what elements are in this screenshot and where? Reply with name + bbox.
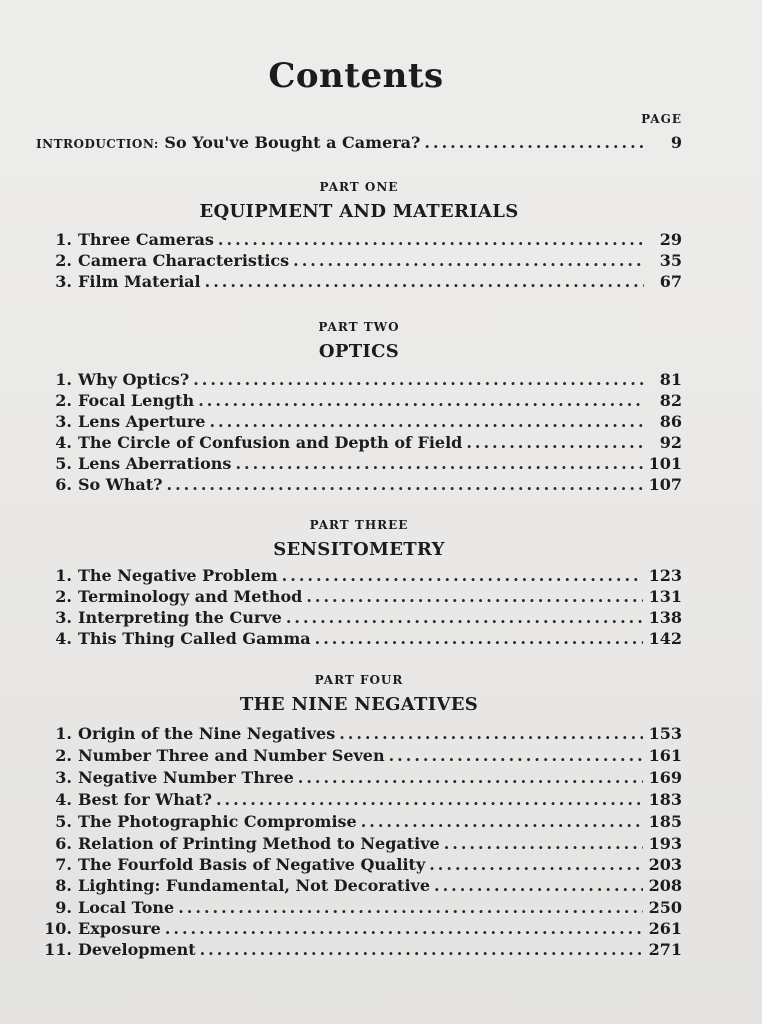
toc-entry-number: 6. (55, 475, 72, 494)
dot-leader (282, 566, 643, 585)
toc-entry-number: 1. (55, 230, 72, 249)
dot-leader (200, 940, 643, 959)
toc-entry-page: 92 (659, 433, 682, 452)
dot-leader (218, 230, 644, 249)
dot-leader (429, 855, 642, 874)
toc-entry-label: Number Three and Number Seven (78, 746, 385, 765)
toc-entry-label: Film Material (78, 272, 201, 291)
dot-leader (444, 834, 643, 853)
toc-entry-number: 6. (55, 834, 72, 853)
toc-entry-page: 35 (659, 251, 682, 270)
toc-entry-number: 3. (55, 768, 72, 787)
toc-entry-label: This Thing Called Gamma (78, 629, 311, 648)
toc-entry-page: 67 (659, 272, 682, 291)
page-title: Contents (268, 56, 444, 96)
toc-entry-number: 3. (55, 608, 72, 627)
introduction-title: So You've Bought a Camera? (164, 133, 421, 152)
toc-entry-number: 1. (55, 370, 72, 389)
dot-leader (193, 370, 644, 389)
part-title: THE NINE NEGATIVES (239, 694, 479, 715)
dot-leader (167, 475, 643, 494)
toc-entry-label: Lens Aberrations (78, 454, 232, 473)
toc-entry-page: 29 (659, 230, 682, 249)
toc-entry (36, 834, 682, 855)
toc-entry (36, 790, 682, 811)
toc-entry-label: Interpreting the Curve (78, 608, 282, 627)
toc-entry (36, 566, 682, 587)
toc-entry-page: 250 (648, 898, 682, 917)
toc-entry (36, 768, 682, 789)
dot-leader (178, 898, 642, 917)
part-title: EQUIPMENT AND MATERIALS (199, 201, 519, 222)
toc-entry-number: 2. (55, 746, 72, 765)
toc-entry-page: 261 (648, 919, 682, 938)
toc-entry-page: 123 (648, 566, 682, 585)
toc-entry-number: 3. (55, 412, 72, 431)
toc-entry-label: Local Tone (78, 898, 175, 917)
toc-entry-label: Exposure (78, 919, 161, 938)
dot-leader (339, 724, 642, 743)
toc-entry-page: 131 (648, 587, 682, 606)
toc-entry (36, 433, 682, 454)
part-label: PART FOUR (314, 673, 404, 687)
dot-leader (165, 919, 643, 938)
toc-entry-number: 9. (55, 898, 72, 917)
dot-leader (205, 272, 644, 291)
toc-entry-page: 142 (648, 629, 682, 648)
dot-leader (466, 433, 644, 452)
toc-entry-label: The Negative Problem (78, 566, 278, 585)
toc-entry-number: 2. (55, 587, 72, 606)
toc-entry-page: 107 (648, 475, 682, 494)
toc-entry (36, 629, 682, 650)
part-label: PART THREE (309, 518, 409, 532)
toc-entry-page: 82 (659, 391, 682, 410)
toc-entry (36, 391, 682, 412)
page-column-header: PAGE (641, 112, 682, 126)
toc-entry (36, 230, 682, 251)
toc-entry-page: 208 (648, 876, 682, 895)
dot-leader (424, 133, 644, 152)
toc-entry (36, 855, 682, 876)
toc-entry-label: Three Cameras (78, 230, 214, 249)
toc-entry-page: 81 (659, 370, 682, 389)
toc-entry-page: 9 (670, 133, 682, 152)
toc-entry-page: 193 (648, 834, 682, 853)
toc-entry (36, 746, 682, 767)
dot-leader (306, 587, 642, 606)
toc-entry (36, 724, 682, 745)
dot-leader (286, 608, 643, 627)
toc-entry (36, 454, 682, 475)
toc-entry (36, 608, 682, 629)
toc-entry-page: 185 (648, 812, 682, 831)
toc-entry-label: The Circle of Confusion and Depth of Field (78, 433, 463, 452)
toc-entry-page: 101 (648, 454, 682, 473)
toc-entry-number: 5. (55, 812, 72, 831)
toc-entry-number: 4. (55, 629, 72, 648)
part-label: PART TWO (318, 320, 400, 334)
toc-entry (36, 370, 682, 391)
toc-entry-number: 2. (55, 391, 72, 410)
toc-entry-page: 271 (648, 940, 682, 959)
toc-entry (36, 812, 682, 833)
dot-leader (235, 454, 642, 473)
toc-entry (36, 940, 682, 961)
toc-entry-number: 11. (44, 940, 72, 959)
dot-leader (389, 746, 643, 765)
dot-leader (209, 412, 644, 431)
toc-entry (36, 412, 682, 433)
toc-entry-label: Camera Characteristics (78, 251, 290, 270)
toc-entry (36, 475, 682, 496)
toc-entry-number: 4. (55, 790, 72, 809)
toc-entry-number: 1. (55, 724, 72, 743)
toc-entry-label: The Fourfold Basis of Negative Quality (78, 855, 426, 874)
toc-entry-label: The Photographic Compromise (78, 812, 357, 831)
toc-entry-number: 4. (55, 433, 72, 452)
toc-entry-page: 138 (648, 608, 682, 627)
toc-entry-label: So What? (78, 475, 163, 494)
toc-entry-number: 7. (55, 855, 72, 874)
toc-entry-page: 183 (648, 790, 682, 809)
toc-entry-label: Negative Number Three (78, 768, 294, 787)
dot-leader (361, 812, 643, 831)
part-label: PART ONE (319, 180, 399, 194)
toc-entry-introduction (36, 133, 682, 154)
toc-entry-page: 153 (648, 724, 682, 743)
toc-entry (36, 587, 682, 608)
toc-entry-label: Focal Length (78, 391, 195, 410)
dot-leader (216, 790, 643, 809)
toc-entry-number: 2. (55, 251, 72, 270)
toc-entry (36, 876, 682, 897)
dot-leader (315, 629, 643, 648)
toc-entry (36, 272, 682, 293)
toc-entry-page: 161 (648, 746, 682, 765)
toc-entry-label: Lighting: Fundamental, Not Decorative (78, 876, 430, 895)
toc-entry-label: Terminology and Method (78, 587, 303, 606)
toc-entry-label: Relation of Printing Method to Negative (78, 834, 440, 853)
toc-entry-label: Best for What? (78, 790, 212, 809)
part-title: SENSITOMETRY (273, 539, 445, 560)
toc-entry-page: 86 (659, 412, 682, 431)
dot-leader (198, 391, 644, 410)
toc-entry-number: 1. (55, 566, 72, 585)
toc-entry (36, 898, 682, 919)
dot-leader (434, 876, 643, 895)
toc-entry-label: Origin of the Nine Negatives (78, 724, 336, 743)
toc-entry-number: 10. (44, 919, 72, 938)
introduction-tag: INTRODUCTION: (36, 137, 159, 151)
toc-entry-label (36, 133, 420, 152)
toc-entry-label: Why Optics? (78, 370, 190, 389)
dot-leader (293, 251, 644, 270)
toc-entry-number: 3. (55, 272, 72, 291)
toc-entry-number: 8. (55, 876, 72, 895)
part-title: OPTICS (318, 341, 400, 362)
toc-entry-label: Development (78, 940, 196, 959)
toc-entry-page: 169 (648, 768, 682, 787)
toc-entry (36, 919, 682, 940)
dot-leader (298, 768, 643, 787)
toc-entry-number: 5. (55, 454, 72, 473)
toc-entry-page: 203 (648, 855, 682, 874)
toc-entry (36, 251, 682, 272)
toc-entry-label: Lens Aperture (78, 412, 206, 431)
